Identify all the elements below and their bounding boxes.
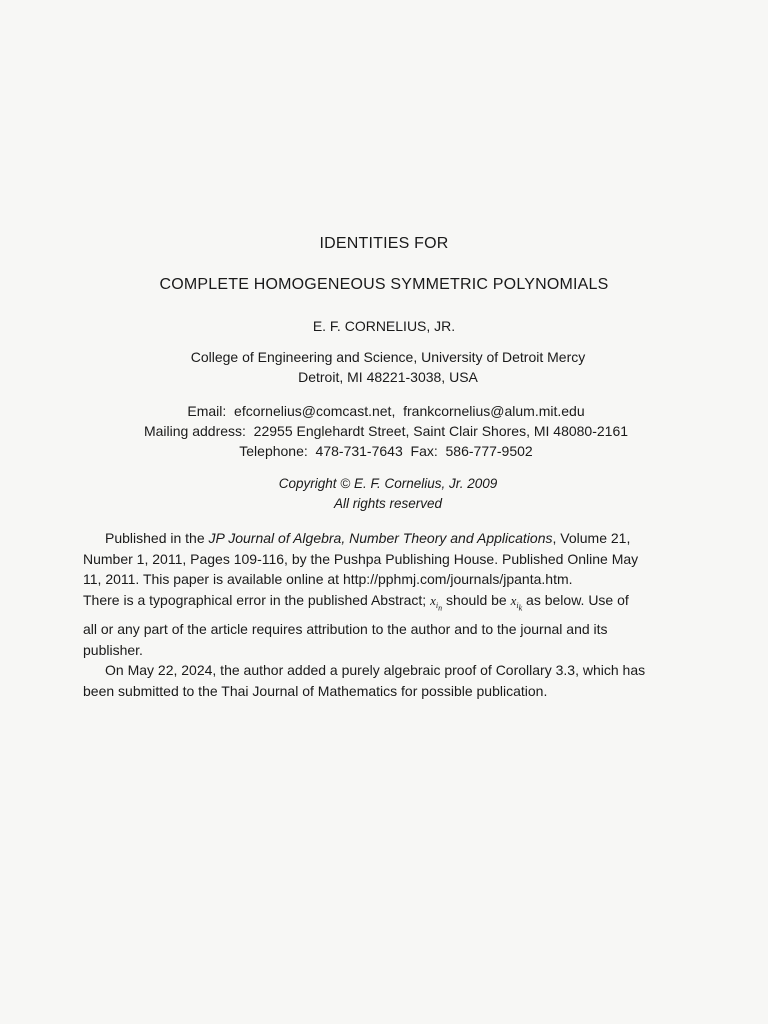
symbol-subsubscript: k xyxy=(518,603,523,613)
symbol-subsubscript: n xyxy=(438,603,443,613)
publication-prefix: Published in the xyxy=(105,530,209,546)
publication-line-2: Number 1, 2011, Pages 109-116, by the Pushpa Publishing House. Published Online May xyxy=(83,550,639,567)
publication-line-3: 11, 2011. This paper is available online at http://pphmj.com/journals/jpanta.htm. xyxy=(83,571,573,587)
telephone-line: Telephone: 478-731-7643 Fax: 586-777-9502 xyxy=(239,443,533,459)
mailing-address-line: Mailing address: 22955 Englehardt Street, Saint Clair Shores, MI 48080-2161 xyxy=(143,423,629,439)
update-line-2: been submitted to the Thai Journal of Mathematics for possible publication. xyxy=(83,682,548,699)
publication-volume: , Volume 21, xyxy=(552,530,631,546)
publication-line-1 xyxy=(83,528,663,549)
update-paragraph xyxy=(83,660,663,701)
symbol-base: x xyxy=(510,592,517,608)
symbol-x-i-n xyxy=(430,592,443,613)
symbol-x-i-k xyxy=(510,592,523,613)
publication-paragraph xyxy=(83,528,663,660)
symbol-base: x xyxy=(430,592,436,608)
erratum-middle: should be xyxy=(442,591,511,608)
journal-name: JP Journal of Algebra, Number Theory and Applications xyxy=(208,530,553,546)
erratum-prefix: There is a typographical error in the published Abstract; xyxy=(83,591,431,608)
title-line-1: IDENTITIES FOR xyxy=(319,235,449,252)
attribution-line: all or any part of the article requires attribution to the author and to the journal and its xyxy=(83,621,608,638)
symbol-subscript: i xyxy=(435,601,439,611)
attribution-line-end: publisher. xyxy=(83,641,143,658)
erratum-line xyxy=(83,590,663,620)
title-line-2: COMPLETE HOMOGENEOUS SYMMETRIC POLYNOMIALS xyxy=(159,276,609,293)
affiliation-line-1: College of Engineering and Science, University of Detroit Mercy xyxy=(190,349,586,365)
copyright-line: Copyright © E. F. Cornelius, Jr. 2009 xyxy=(278,476,498,491)
update-line-1: On May 22, 2024, the author added a purely algebraic proof of Corollary 3.3, which has xyxy=(105,662,646,678)
email-line: Email: efcornelius@comcast.net, frankcornelius@alum.mit.edu xyxy=(187,403,585,419)
author-name: E. F. CORNELIUS, JR. xyxy=(312,318,456,334)
symbol-subscript: i xyxy=(516,601,519,611)
erratum-suffix: as below. Use of xyxy=(522,591,629,608)
affiliation-line-2: Detroit, MI 48221-3038, USA xyxy=(298,369,478,385)
rights-line: All rights reserved xyxy=(333,496,443,511)
